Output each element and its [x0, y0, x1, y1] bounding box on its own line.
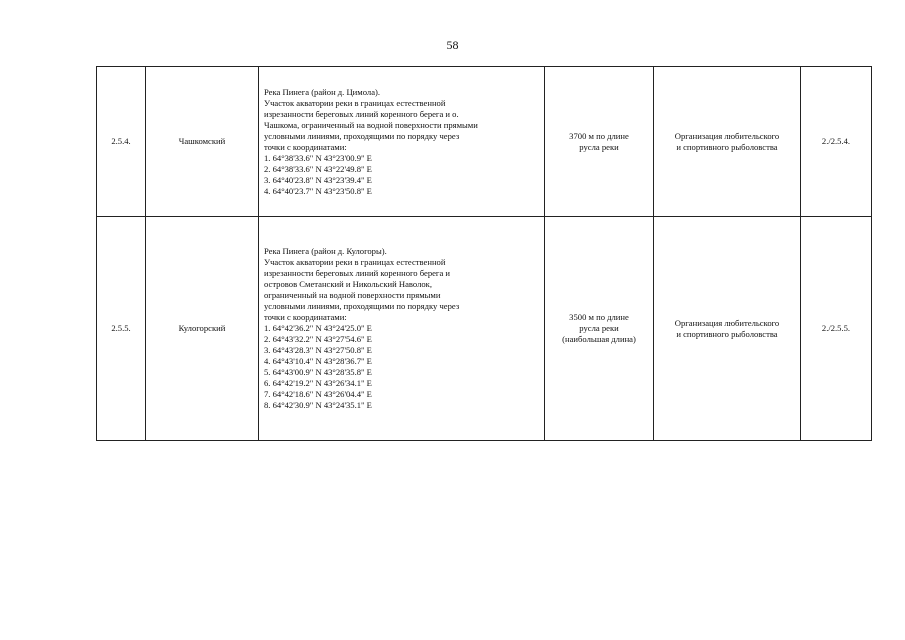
description-line: Участок акватории реки в границах естественной	[264, 97, 446, 108]
purpose-line: Организация любительского	[674, 317, 780, 328]
area-name: Кулогорский	[146, 217, 259, 441]
area-name: Чашкомский	[146, 67, 259, 217]
description-line: островов Сметанский и Никольский Наволок,	[264, 279, 433, 289]
purpose-line: Организация любительского	[674, 130, 780, 141]
coordinate-line: 2. 64°43'32.2" N 43°27'54.6" E	[264, 334, 372, 344]
coordinate-line: 4. 64°40'23.7" N 43°23'50.8" E	[264, 185, 372, 196]
area-description	[259, 67, 545, 217]
coordinate-line: 3. 64°43'28.3" N 43°27'50.8" E	[264, 345, 372, 355]
page-number: 58	[446, 38, 459, 52]
size-line: русла реки	[579, 141, 619, 152]
size-line: 3700 м по длине	[569, 130, 629, 141]
description-line: изрезанности береговых линий коренного берега и о.	[264, 108, 459, 119]
table-row	[97, 67, 872, 217]
description-line: ограниченный на водной поверхности прямыми	[264, 290, 441, 300]
description-line: точки с координатами:	[264, 141, 347, 152]
table-row	[97, 217, 872, 441]
size-line: русла реки	[579, 323, 619, 333]
description-line: точки с координатами:	[264, 312, 347, 322]
coordinate-line: 8. 64°42'30.9" N 43°24'35.1" E	[264, 400, 372, 410]
area-size	[545, 217, 654, 441]
size-line: (наибольшая длина)	[562, 334, 636, 344]
coordinate-line: 5. 64°43'00.9" N 43°28'35.8" E	[264, 367, 372, 377]
row-number: 2.5.5.	[97, 217, 146, 441]
description-line: условными линиями, проходящими по порядку через	[264, 130, 460, 141]
description-line: Участок акватории реки в границах естественной	[264, 257, 446, 267]
coordinate-line: 1. 64°42'36.2" N 43°24'25.0" E	[264, 323, 372, 333]
coordinate-line: 4. 64°43'10.4" N 43°28'36.7" E	[264, 356, 372, 366]
coordinate-line: 2. 64°38'33.6" N 43°22'49.8" E	[264, 163, 372, 174]
coordinate-line: 7. 64°42'18.6" N 43°26'04.4" E	[264, 389, 372, 399]
area-purpose	[654, 217, 801, 441]
coordinate-line: 6. 64°42'19.2" N 43°26'34.1" E	[264, 378, 372, 388]
row-number: 2.5.4.	[97, 67, 146, 217]
coordinate-line: 3. 64°40'23.8" N 43°23'39.4" E	[264, 174, 372, 185]
area-code: 2./2.5.4.	[801, 67, 872, 217]
purpose-line: и спортивного рыболовства	[676, 328, 778, 339]
purpose-line: и спортивного рыболовства	[676, 141, 778, 152]
coordinate-line: 1. 64°38'33.6" N 43°23'00.9" E	[264, 152, 372, 163]
area-purpose	[654, 67, 801, 217]
size-line: 3500 м по длине	[569, 312, 629, 322]
description-line: условными линиями, проходящими по порядку через	[264, 301, 460, 311]
area-size	[545, 67, 654, 217]
description-line: Река Пинега (район д. Цимола).	[264, 86, 381, 97]
area-code: 2./2.5.5.	[801, 217, 872, 441]
description-line: изрезанности береговых линий коренного берега и	[264, 268, 451, 278]
fishing-areas-table	[96, 66, 872, 441]
description-line: Река Пинега (район д. Кулогоры).	[264, 246, 387, 256]
area-description	[259, 217, 545, 441]
description-line: Чашкома, ограниченный на водной поверхности прямыми	[264, 119, 478, 130]
